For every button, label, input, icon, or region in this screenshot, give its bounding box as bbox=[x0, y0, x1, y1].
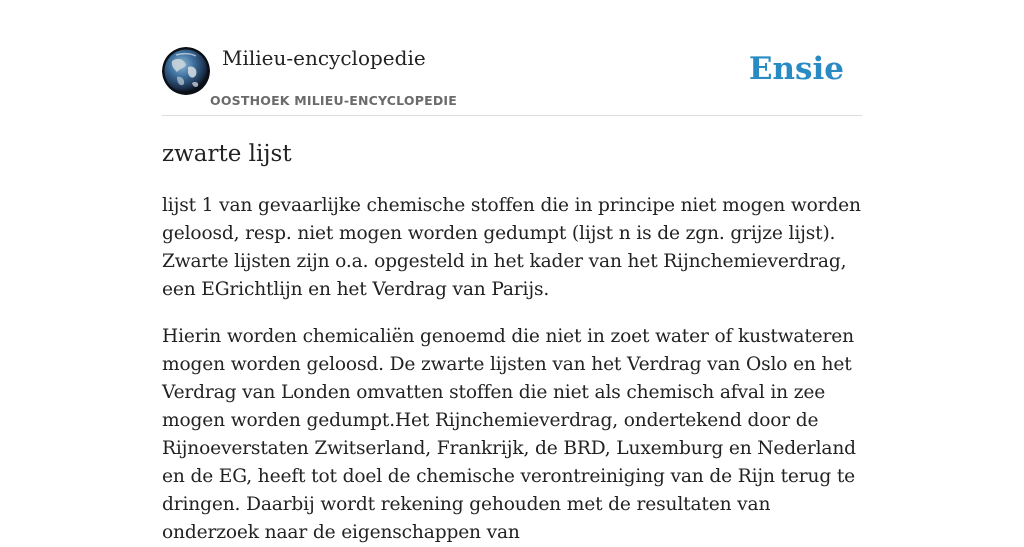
site-header bbox=[162, 0, 862, 116]
earth-globe-icon[interactable] bbox=[162, 47, 210, 95]
brand-logo[interactable]: Ensie bbox=[748, 51, 844, 87]
page-container bbox=[162, 0, 862, 543]
site-title[interactable]: Milieu-encyclopedie bbox=[222, 46, 426, 70]
site-subtitle[interactable]: OOSTHOEK MILIEU-ENCYCLOPEDIE bbox=[210, 93, 457, 108]
entry-paragraph-2: Hierin worden chemicaliën genoemd die niet in zoet water of kustwateren mogen worden geloosd. De zwarte lijsten van het Verdrag van Oslo en het Verdrag van Londen omvatten stoffen die niet als chemisch afval in zee mogen worden gedumpt.Het Rijnchemieverdrag, ondertekend door de Rijnoeverstaten Zwitserland, Frankrijk, de BRD, Luxemburg en Nederland en de EG, heeft tot doel de chemische verontreiniging van de Rijn terug te dringen. Daarbij wordt rekening gehouden met de resultaten van onderzoek naar de eigenschappen van bbox=[162, 326, 856, 543]
entry-paragraph-1: lijst 1 van gevaarlijke chemische stoffen die in principe niet mogen worden geloosd, resp. niet mogen worden gedumpt (lijst n is de zgn. grijze lijst). Zwarte lijsten zijn o.a. opgesteld in het kader van het Rijnchemieverdrag, een EGrichtlijn en het Verdrag van Parijs. bbox=[162, 195, 861, 300]
entry-title: zwarte lijst bbox=[162, 141, 292, 167]
